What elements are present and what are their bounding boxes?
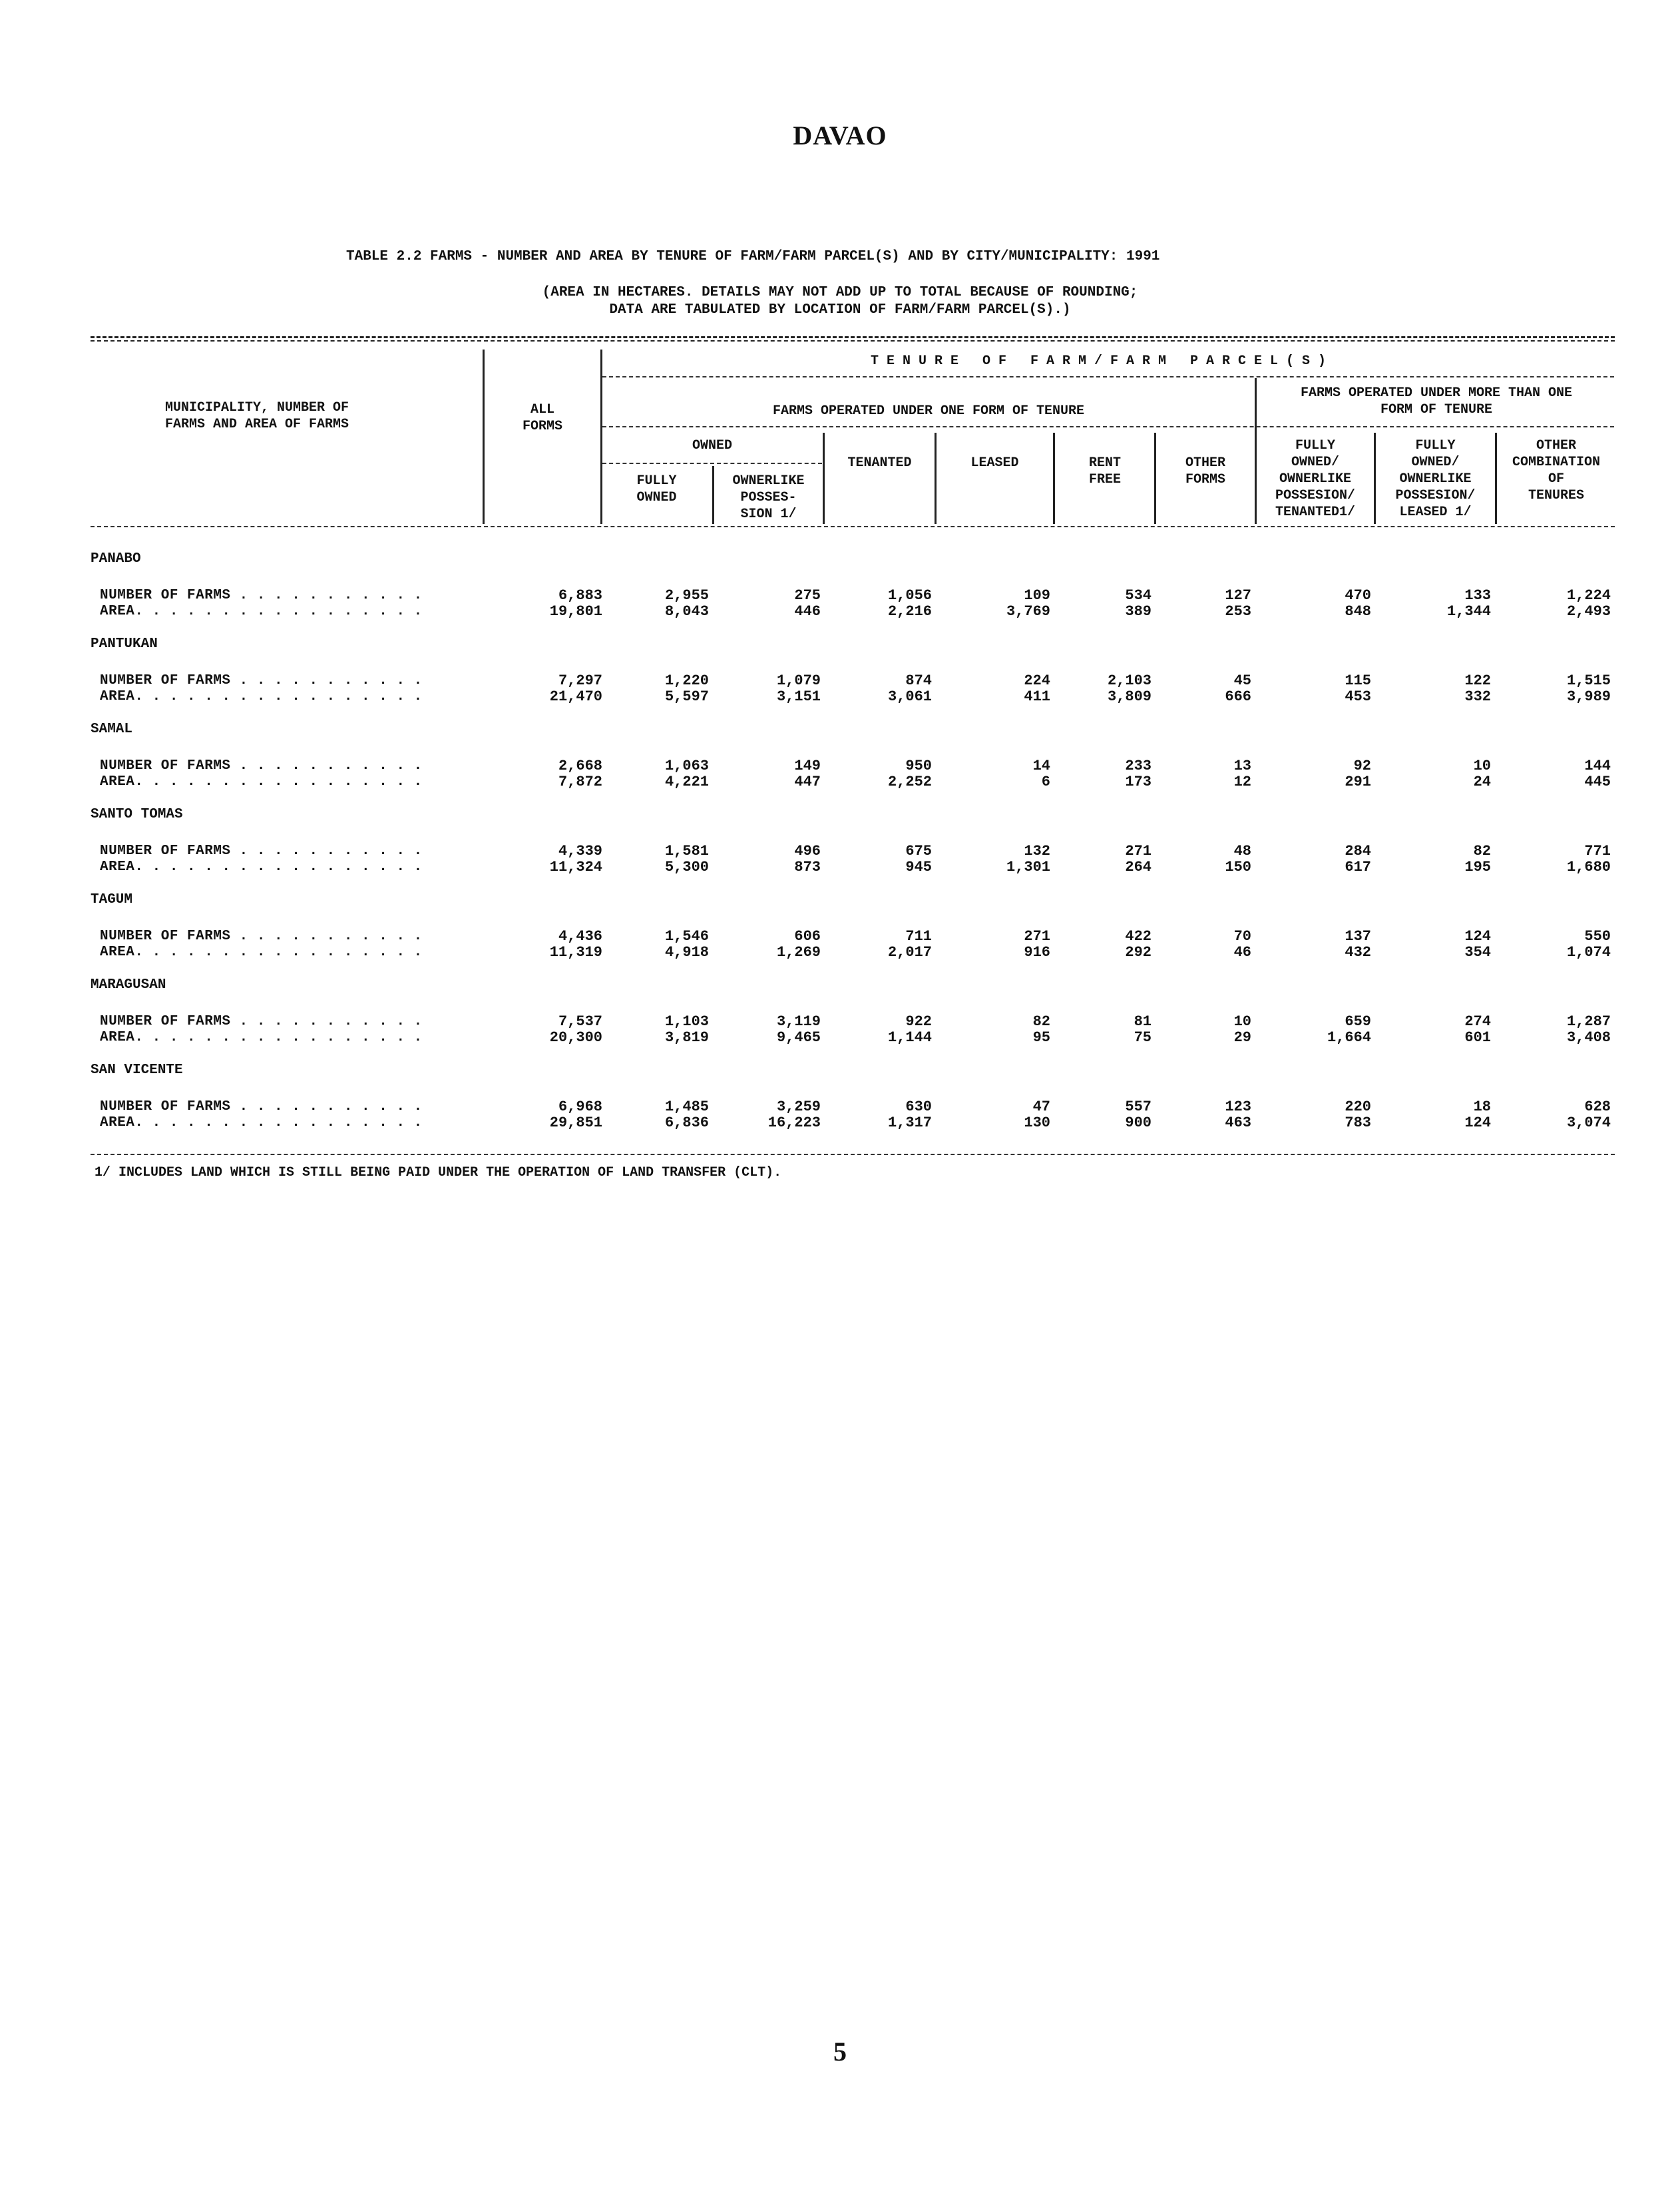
- cell-farms-combo_b: 82: [1473, 843, 1491, 859]
- more-than-one-header-1: FARMS OPERATED UNDER MORE THAN ONE: [1300, 385, 1573, 401]
- combo-c-header-4: TENURES: [1528, 488, 1584, 503]
- row-label-area: AREA. . . . . . . . . . . . . . . . .: [100, 1030, 423, 1045]
- cell-farms-fully_owned: 1,581: [664, 843, 709, 859]
- cell-area-tenanted: 1,317: [887, 1114, 932, 1131]
- header-divider-stub: [483, 350, 485, 524]
- cell-area-ownerlike: 3,151: [776, 688, 821, 705]
- cell-area-other_forms: 666: [1225, 688, 1251, 705]
- cell-farms-tenanted: 874: [905, 672, 932, 689]
- combo-c-header-1: OTHER: [1536, 438, 1576, 453]
- cell-area-fully_owned: 5,300: [664, 859, 709, 875]
- cell-area-combo_a: 453: [1345, 688, 1371, 705]
- combo-a-header-3: OWNERLIKE: [1279, 471, 1352, 487]
- cell-area-combo_c: 1,680: [1566, 859, 1611, 875]
- cell-farms-fully_owned: 1,103: [664, 1013, 709, 1030]
- footnote: 1/ INCLUDES LAND WHICH IS STILL BEING PAID UNDER THE OPERATION OF LAND TRANSFER (CLT).: [95, 1165, 782, 1180]
- cell-area-combo_c: 2,493: [1566, 603, 1611, 620]
- cell-farms-combo_b: 10: [1473, 758, 1491, 774]
- cell-area-all: 11,324: [549, 859, 602, 875]
- cell-area-combo_c: 3,074: [1566, 1114, 1611, 1131]
- owned-header: OWNED: [692, 438, 732, 453]
- cell-farms-ownerlike: 275: [794, 587, 821, 604]
- cell-area-combo_a: 617: [1345, 859, 1371, 875]
- cell-farms-fully_owned: 2,955: [664, 587, 709, 604]
- cell-area-combo_a: 432: [1345, 944, 1371, 961]
- cell-area-leased: 411: [1024, 688, 1050, 705]
- cell-farms-combo_a: 137: [1345, 928, 1371, 945]
- tenanted-header: TENANTED: [847, 455, 912, 471]
- cell-area-rent_free: 173: [1125, 774, 1152, 790]
- cell-area-rent_free: 264: [1125, 859, 1152, 875]
- cell-area-other_forms: 253: [1225, 603, 1251, 620]
- header-rule-forms: [602, 426, 1614, 427]
- combo-a-header-2: OWNED/: [1291, 455, 1339, 470]
- header-divider-tenanted: [823, 433, 825, 524]
- cell-area-tenanted: 3,061: [887, 688, 932, 705]
- municipality-name: SAMAL: [91, 722, 133, 737]
- cell-area-combo_c: 3,408: [1566, 1029, 1611, 1046]
- header-divider-leased: [935, 433, 937, 524]
- rent-free-header-1: RENT: [1088, 455, 1121, 471]
- cell-area-combo_b: 601: [1464, 1029, 1491, 1046]
- row-label-number-of-farms: NUMBER OF FARMS . . . . . . . . . . .: [100, 1014, 423, 1029]
- combo-b-header-1: FULLY: [1415, 438, 1456, 453]
- cell-farms-combo_c: 1,287: [1566, 1013, 1611, 1030]
- cell-area-rent_free: 292: [1125, 944, 1152, 961]
- header-rule-owned: [602, 463, 822, 464]
- cell-farms-other_forms: 45: [1233, 672, 1251, 689]
- cell-area-combo_a: 291: [1345, 774, 1371, 790]
- cell-area-leased: 1,301: [1006, 859, 1050, 875]
- cell-area-ownerlike: 447: [794, 774, 821, 790]
- cell-farms-leased: 82: [1032, 1013, 1050, 1030]
- cell-farms-combo_c: 1,515: [1566, 672, 1611, 689]
- combo-a-header-1: FULLY: [1295, 438, 1335, 453]
- cell-area-other_forms: 150: [1225, 859, 1251, 875]
- cell-farms-rent_free: 534: [1125, 587, 1152, 604]
- cell-farms-leased: 14: [1032, 758, 1050, 774]
- combo-b-header-2: OWNED/: [1411, 455, 1460, 470]
- cell-farms-rent_free: 2,103: [1107, 672, 1152, 689]
- cell-farms-combo_b: 18: [1473, 1098, 1491, 1115]
- cell-farms-fully_owned: 1,063: [664, 758, 709, 774]
- table-subtitle-1: (AREA IN HECTARES. DETAILS MAY NOT ADD UP TO TOTAL BECAUSE OF ROUNDING;: [542, 285, 1138, 300]
- cell-farms-combo_a: 284: [1345, 843, 1371, 859]
- cell-farms-fully_owned: 1,220: [664, 672, 709, 689]
- cell-area-rent_free: 3,809: [1107, 688, 1152, 705]
- ownerlike-header-1: OWNERLIKE: [732, 473, 805, 489]
- cell-area-fully_owned: 6,836: [664, 1114, 709, 1131]
- fully-owned-header-1: FULLY: [636, 473, 677, 489]
- cell-area-leased: 130: [1024, 1114, 1050, 1131]
- cell-farms-combo_a: 92: [1353, 758, 1371, 774]
- cell-area-combo_c: 3,989: [1566, 688, 1611, 705]
- cell-area-tenanted: 2,017: [887, 944, 932, 961]
- municipality-name: PANABO: [91, 551, 141, 567]
- tenure-header: T E N U R E O F F A R M / F A R M P A R C E L ( S ): [870, 354, 1327, 369]
- row-label-number-of-farms: NUMBER OF FARMS . . . . . . . . . . .: [100, 1099, 423, 1114]
- row-label-area: AREA. . . . . . . . . . . . . . . . .: [100, 1115, 423, 1130]
- cell-farms-combo_a: 115: [1345, 672, 1371, 689]
- header-bottom-rule: [91, 526, 1615, 527]
- cell-farms-all: 2,668: [558, 758, 602, 774]
- header-rule-tenure: [602, 376, 1614, 377]
- cell-area-ownerlike: 446: [794, 603, 821, 620]
- cell-farms-combo_a: 220: [1345, 1098, 1371, 1115]
- cell-area-ownerlike: 1,269: [776, 944, 821, 961]
- cell-farms-other_forms: 10: [1233, 1013, 1251, 1030]
- row-label-number-of-farms: NUMBER OF FARMS . . . . . . . . . . .: [100, 929, 423, 944]
- cell-area-combo_b: 195: [1464, 859, 1491, 875]
- combo-c-header-2: COMBINATION: [1512, 455, 1601, 470]
- all-forms-header-2: FORMS: [522, 419, 562, 434]
- cell-farms-combo_b: 122: [1464, 672, 1491, 689]
- more-than-one-header-2: FORM OF TENURE: [1380, 402, 1493, 417]
- row-label-area: AREA. . . . . . . . . . . . . . . . .: [100, 774, 423, 790]
- cell-farms-combo_b: 274: [1464, 1013, 1491, 1030]
- cell-area-fully_owned: 8,043: [664, 603, 709, 620]
- cell-area-combo_b: 354: [1464, 944, 1491, 961]
- cell-farms-combo_a: 470: [1345, 587, 1371, 604]
- ownerlike-header-3: SION 1/: [740, 507, 797, 522]
- other-forms-header-2: FORMS: [1185, 472, 1225, 487]
- cell-farms-combo_a: 659: [1345, 1013, 1371, 1030]
- cell-farms-combo_b: 133: [1464, 587, 1491, 604]
- cell-farms-leased: 47: [1032, 1098, 1050, 1115]
- one-form-header: FARMS OPERATED UNDER ONE FORM OF TENURE: [772, 403, 1085, 419]
- combo-b-header-4: POSSESION/: [1395, 488, 1476, 503]
- table-subtitle-2: DATA ARE TABULATED BY LOCATION OF FARM/FARM PARCEL(S).): [609, 302, 1071, 318]
- cell-farms-combo_c: 144: [1584, 758, 1611, 774]
- cell-area-ownerlike: 873: [794, 859, 821, 875]
- all-forms-header-1: ALL: [530, 402, 554, 417]
- cell-area-all: 11,319: [549, 944, 602, 961]
- cell-farms-all: 7,297: [558, 672, 602, 689]
- fully-owned-header-2: OWNED: [636, 490, 677, 505]
- cell-area-fully_owned: 5,597: [664, 688, 709, 705]
- cell-farms-ownerlike: 606: [794, 928, 821, 945]
- rent-free-header-2: FREE: [1088, 472, 1121, 487]
- cell-farms-fully_owned: 1,546: [664, 928, 709, 945]
- combo-b-header-5: LEASED 1/: [1399, 505, 1472, 520]
- combo-a-header-5: TENANTED1/: [1275, 505, 1356, 520]
- page-number: 5: [833, 2037, 847, 2067]
- cell-farms-all: 6,883: [558, 587, 602, 604]
- municipality-name: SANTO TOMAS: [91, 807, 183, 822]
- leased-header: LEASED: [970, 455, 1019, 471]
- other-forms-header-1: OTHER: [1185, 455, 1225, 471]
- cell-farms-leased: 224: [1024, 672, 1050, 689]
- cell-area-rent_free: 389: [1125, 603, 1152, 620]
- stub-header-1: MUNICIPALITY, NUMBER OF: [165, 400, 349, 415]
- cell-area-all: 29,851: [549, 1114, 602, 1131]
- cell-farms-combo_c: 550: [1584, 928, 1611, 945]
- cell-farms-ownerlike: 3,259: [776, 1098, 821, 1115]
- cell-area-all: 20,300: [549, 1029, 602, 1046]
- cell-area-ownerlike: 16,223: [767, 1114, 821, 1131]
- cell-farms-tenanted: 1,056: [887, 587, 932, 604]
- cell-area-combo_c: 1,074: [1566, 944, 1611, 961]
- cell-farms-all: 7,537: [558, 1013, 602, 1030]
- row-label-area: AREA. . . . . . . . . . . . . . . . .: [100, 604, 423, 619]
- cell-farms-combo_c: 771: [1584, 843, 1611, 859]
- cell-farms-rent_free: 271: [1125, 843, 1152, 859]
- cell-area-other_forms: 463: [1225, 1114, 1251, 1131]
- cell-farms-rent_free: 557: [1125, 1098, 1152, 1115]
- top-rule-2: [91, 340, 1615, 342]
- row-label-number-of-farms: NUMBER OF FARMS . . . . . . . . . . .: [100, 758, 423, 774]
- cell-farms-tenanted: 950: [905, 758, 932, 774]
- page-heading: DAVAO: [793, 121, 887, 150]
- cell-area-rent_free: 75: [1134, 1029, 1152, 1046]
- cell-area-leased: 6: [1041, 774, 1050, 790]
- cell-farms-ownerlike: 3,119: [776, 1013, 821, 1030]
- cell-farms-ownerlike: 149: [794, 758, 821, 774]
- cell-farms-all: 6,968: [558, 1098, 602, 1115]
- table-title: TABLE 2.2 FARMS - NUMBER AND AREA BY TENURE OF FARM/FARM PARCEL(S) AND BY CITY/MUNICIPALITY: 1991: [346, 249, 1160, 264]
- cell-farms-all: 4,436: [558, 928, 602, 945]
- top-rule: [91, 336, 1615, 338]
- cell-farms-tenanted: 630: [905, 1098, 932, 1115]
- municipality-name: MARAGUSAN: [91, 977, 166, 993]
- cell-farms-other_forms: 70: [1233, 928, 1251, 945]
- cell-area-other_forms: 46: [1233, 944, 1251, 961]
- bottom-rule: [91, 1154, 1615, 1155]
- cell-farms-rent_free: 81: [1134, 1013, 1152, 1030]
- cell-farms-all: 4,339: [558, 843, 602, 859]
- cell-area-tenanted: 2,252: [887, 774, 932, 790]
- cell-area-leased: 95: [1032, 1029, 1050, 1046]
- cell-farms-other_forms: 127: [1225, 587, 1251, 604]
- stub-header-2: FARMS AND AREA OF FARMS: [165, 417, 349, 432]
- cell-farms-leased: 271: [1024, 928, 1050, 945]
- cell-farms-rent_free: 233: [1125, 758, 1152, 774]
- cell-farms-rent_free: 422: [1125, 928, 1152, 945]
- cell-area-all: 19,801: [549, 603, 602, 620]
- cell-farms-leased: 109: [1024, 587, 1050, 604]
- cell-area-rent_free: 900: [1125, 1114, 1152, 1131]
- municipality-name: PANTUKAN: [91, 636, 158, 652]
- cell-area-ownerlike: 9,465: [776, 1029, 821, 1046]
- cell-area-fully_owned: 3,819: [664, 1029, 709, 1046]
- cell-area-leased: 3,769: [1006, 603, 1050, 620]
- cell-area-all: 7,872: [558, 774, 602, 790]
- cell-area-tenanted: 2,216: [887, 603, 932, 620]
- cell-area-tenanted: 945: [905, 859, 932, 875]
- cell-area-combo_b: 1,344: [1446, 603, 1491, 620]
- cell-farms-combo_c: 1,224: [1566, 587, 1611, 604]
- combo-c-header-3: OF: [1548, 471, 1564, 487]
- combo-a-header-4: POSSESION/: [1275, 488, 1356, 503]
- cell-farms-fully_owned: 1,485: [664, 1098, 709, 1115]
- row-label-number-of-farms: NUMBER OF FARMS . . . . . . . . . . .: [100, 844, 423, 859]
- cell-area-combo_b: 124: [1464, 1114, 1491, 1131]
- cell-farms-ownerlike: 496: [794, 843, 821, 859]
- cell-farms-tenanted: 711: [905, 928, 932, 945]
- ownerlike-header-2: POSSES-: [740, 490, 797, 505]
- cell-area-all: 21,470: [549, 688, 602, 705]
- cell-area-tenanted: 1,144: [887, 1029, 932, 1046]
- municipality-name: SAN VICENTE: [91, 1063, 183, 1078]
- cell-farms-leased: 132: [1024, 843, 1050, 859]
- municipality-name: TAGUM: [91, 892, 133, 907]
- cell-area-fully_owned: 4,221: [664, 774, 709, 790]
- row-label-area: AREA. . . . . . . . . . . . . . . . .: [100, 689, 423, 704]
- cell-farms-other_forms: 48: [1233, 843, 1251, 859]
- cell-farms-tenanted: 675: [905, 843, 932, 859]
- row-label-number-of-farms: NUMBER OF FARMS . . . . . . . . . . .: [100, 673, 423, 688]
- cell-farms-other_forms: 123: [1225, 1098, 1251, 1115]
- cell-farms-combo_b: 124: [1464, 928, 1491, 945]
- row-label-area: AREA. . . . . . . . . . . . . . . . .: [100, 945, 423, 960]
- cell-area-combo_a: 783: [1345, 1114, 1371, 1131]
- row-label-area: AREA. . . . . . . . . . . . . . . . .: [100, 859, 423, 875]
- cell-area-fully_owned: 4,918: [664, 944, 709, 961]
- cell-area-other_forms: 12: [1233, 774, 1251, 790]
- cell-area-other_forms: 29: [1233, 1029, 1251, 1046]
- cell-area-leased: 916: [1024, 944, 1050, 961]
- cell-farms-ownerlike: 1,079: [776, 672, 821, 689]
- cell-farms-other_forms: 13: [1233, 758, 1251, 774]
- combo-b-header-3: OWNERLIKE: [1399, 471, 1472, 487]
- cell-area-combo_b: 24: [1473, 774, 1491, 790]
- cell-area-combo_a: 1,664: [1327, 1029, 1371, 1046]
- cell-area-combo_b: 332: [1464, 688, 1491, 705]
- cell-farms-tenanted: 922: [905, 1013, 932, 1030]
- row-label-number-of-farms: NUMBER OF FARMS . . . . . . . . . . .: [100, 588, 423, 603]
- cell-area-combo_c: 445: [1584, 774, 1611, 790]
- cell-farms-combo_c: 628: [1584, 1098, 1611, 1115]
- cell-area-combo_a: 848: [1345, 603, 1371, 620]
